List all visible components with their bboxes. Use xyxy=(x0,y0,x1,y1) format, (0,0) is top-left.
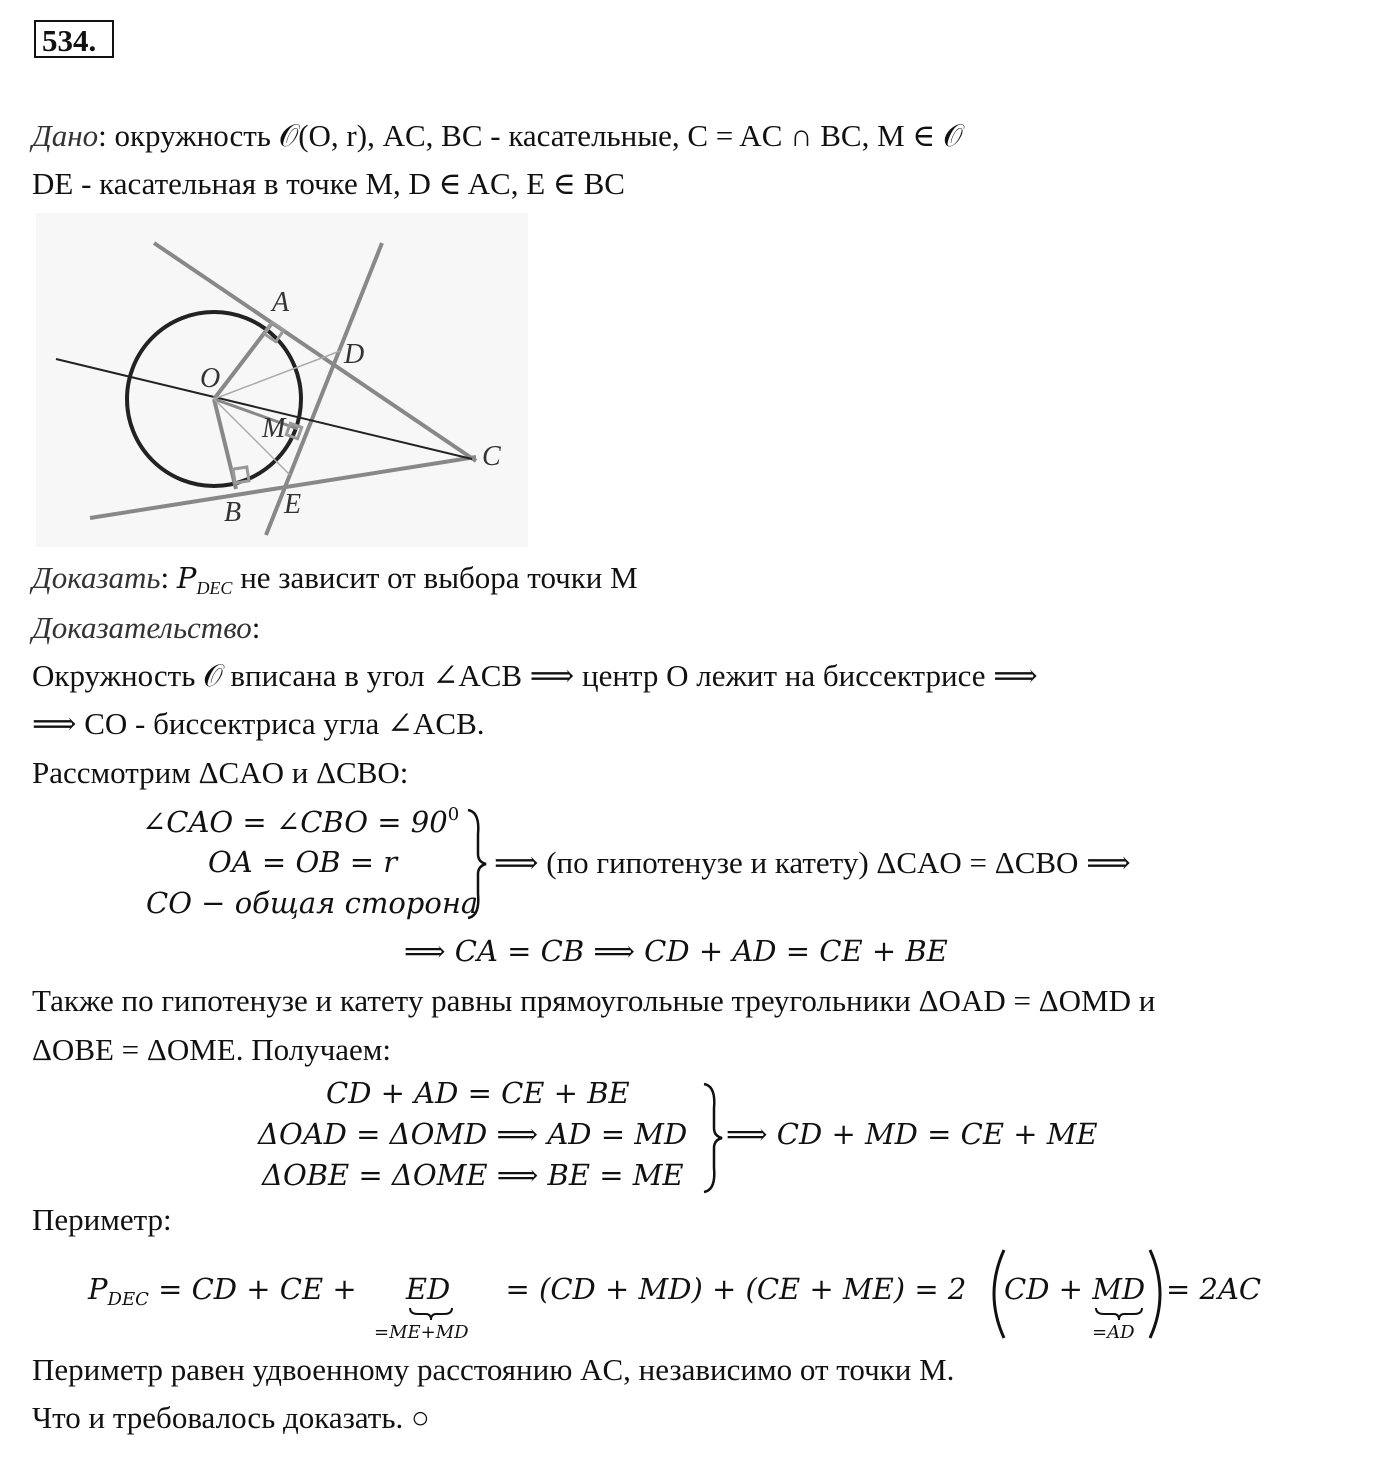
md-term: MD xyxy=(1092,1272,1146,1306)
md-underbrace xyxy=(1094,1306,1144,1322)
perimeter-inner: CD + MD xyxy=(1004,1272,1146,1306)
right-angle-b xyxy=(233,467,249,483)
label-m: M xyxy=(262,413,286,444)
prove-rest: не зависит от выбора точки M xyxy=(232,560,638,595)
given-line-1 xyxy=(32,118,963,155)
given-text-1: : окружность 𝒪(O, r), AC, BC - касательные, C = AC ∩ BC, M ∈ 𝒪 xyxy=(98,118,963,153)
system2-brace xyxy=(700,1082,726,1194)
system1-row-3: CO − общая сторона xyxy=(146,886,479,920)
given-line-2: DE - касательная в точке M, D ∈ AC, E ∈ BC xyxy=(32,166,625,201)
proof-line-4: ⟹ CA = CB ⟹ CD + AD = CE + BE xyxy=(404,934,948,968)
label-b: B xyxy=(224,497,242,528)
proof-line-5: Также по гипотенузе и катету равны прямоугольные треугольники ΔOAD = ΔOMD и xyxy=(32,983,1156,1018)
bisector-co xyxy=(56,359,472,459)
proof-line-8: Периметр равен удвоенному расстоянию AC, независимо от точки M. xyxy=(32,1352,955,1387)
proof-label-line xyxy=(32,610,260,646)
proof-line-9: Что и требовалось доказать. ○ xyxy=(32,1400,430,1435)
proof-line-7: Периметр: xyxy=(32,1202,172,1237)
system1-result: ⟹ (по гипотенузе и катету) ΔCAO = ΔCBO ⟹ xyxy=(494,845,1131,880)
system2-row-1: CD + AD = CE + BE xyxy=(326,1076,630,1110)
ed-underbrace xyxy=(408,1306,454,1322)
prove-sub: DEC xyxy=(196,578,233,598)
prove-p: P xyxy=(176,561,197,595)
label-c: C xyxy=(482,441,501,472)
system1-brace xyxy=(464,808,490,920)
right-angle-a xyxy=(264,322,283,341)
system1-row-2: OA = OB = r xyxy=(208,845,398,879)
prove-label: Доказать xyxy=(32,560,161,595)
label-o: O xyxy=(200,363,221,394)
proof-label: Доказательство xyxy=(32,610,252,645)
system1-row-1: ∠CAO = ∠CBO = $90^0$ xyxy=(142,804,460,839)
proof-line-1: Окружность 𝒪 вписана в угол ∠ACB ⟹ центр O лежит на биссектрисе ⟹ xyxy=(32,658,1038,693)
problem-number: 534. xyxy=(34,20,114,58)
geometry-figure xyxy=(36,213,528,547)
ed-under-label: =ME+MD xyxy=(374,1322,469,1343)
md-under-label: =AD xyxy=(1092,1322,1135,1343)
label-a: A xyxy=(272,287,290,318)
system2-result: ⟹ CD + MD = CE + ME xyxy=(726,1117,1098,1151)
figure-svg xyxy=(36,213,528,547)
ed-term: ED xyxy=(405,1272,451,1306)
system2-row-3: ΔOBE = ΔOME ⟹ BE = ME xyxy=(262,1158,684,1192)
label-d: D xyxy=(344,339,365,370)
tangent-ac xyxy=(154,243,476,461)
prove-line: Доказать: $P_{DEC}$ не зависит от выбора точки M xyxy=(32,560,638,598)
perimeter-end: = 2AC xyxy=(1166,1272,1262,1306)
proof-colon: : xyxy=(251,610,261,645)
given-label: Дано xyxy=(32,118,99,153)
proof-line-3: Рассмотрим ΔCAO и ΔCBO: xyxy=(32,755,409,790)
perimeter-formula: $P_{DEC}$ = CD + CE + ED = (CD + MD) + (CE + ME) = 2 xyxy=(88,1272,967,1310)
system2-row-2: ΔOAD = ΔOMD ⟹ AD = MD xyxy=(258,1117,688,1151)
label-e: E xyxy=(284,489,302,520)
proof-line-2: ⟹ CO - биссектриса угла ∠ACB. xyxy=(32,706,485,741)
proof-line-6: ΔOBE = ΔOME. Получаем: xyxy=(32,1032,392,1067)
